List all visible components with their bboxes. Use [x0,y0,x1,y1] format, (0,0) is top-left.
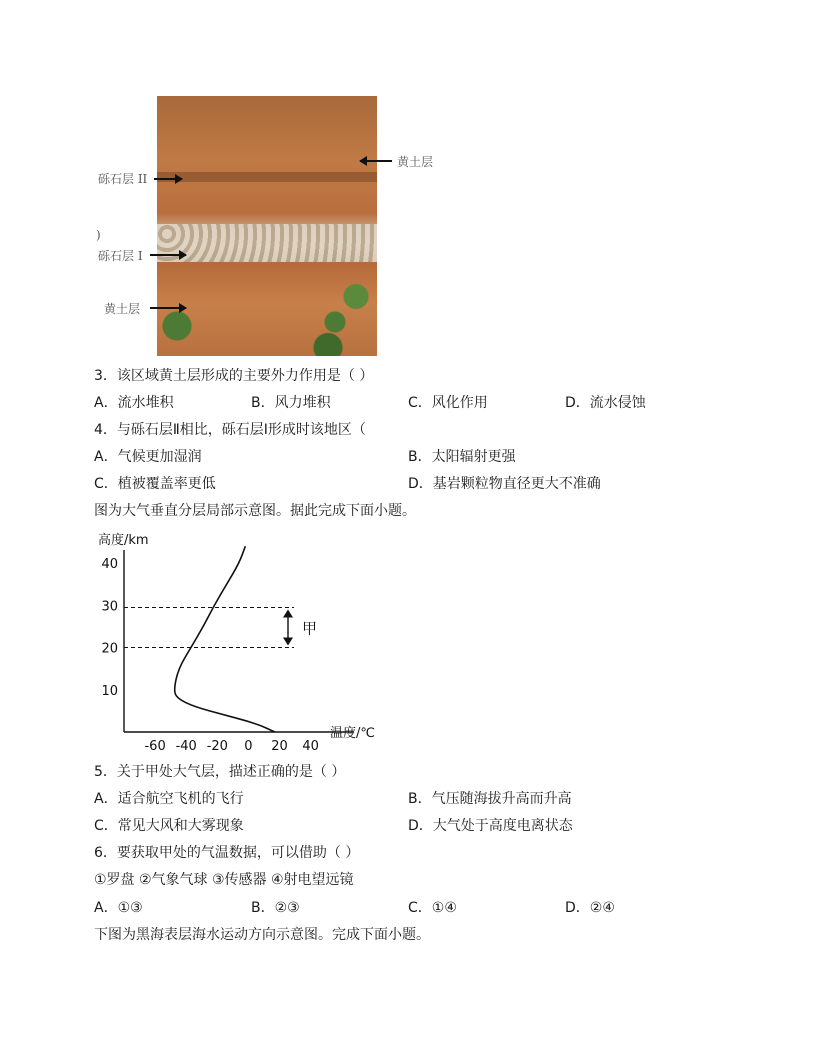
q4-option-b[interactable]: B．太阳辐射更强 [408,449,516,465]
arrow-loess-top [360,160,392,162]
intro-next: 下图为黑海表层海水运动方向示意图。完成下面小题。 [94,927,430,943]
strata-photo [157,96,377,356]
intro-chart: 图为大气垂直分层局部示意图。据此完成下面小题。 [94,503,416,519]
gravel-layer-2 [157,172,377,182]
q4-option-c[interactable]: C．植被覆盖率更低 [94,476,216,492]
x-tick-label: -20 [206,739,228,754]
label-gravel-2: 砾石层 II [98,172,148,186]
gravel-layer-1 [157,224,377,262]
q5-option-a[interactable]: A．适合航空飞机的飞行 [94,791,244,807]
x-tick-label: 20 [271,739,288,754]
x-axis-label: 温度/℃ [330,726,375,741]
q3-option-c[interactable]: C．风化作用 [408,395,488,411]
label-bracket: ) [96,228,101,242]
q3-option-d[interactable]: D．流水侵蚀 [565,395,646,411]
q6-option-a[interactable]: A．①③ [94,900,143,916]
q4-option-a[interactable]: A．气候更加湿润 [94,449,202,465]
arrow-gravel-2 [154,178,182,180]
layer-annotation: 甲 [302,619,318,638]
layer-arrow-head-up [283,609,293,617]
layer-arrow-head-down [283,638,293,646]
q6-option-b[interactable]: B．②③ [251,900,300,916]
q6-option-c[interactable]: C．①④ [408,900,457,916]
q6-option-d[interactable]: D．②④ [565,900,615,916]
y-tick-label: 30 [101,599,118,615]
vegetation-left [157,296,197,356]
x-tick-label: -40 [175,739,197,754]
label-loess-top: 黄土层 [397,155,434,169]
question-5: 5．关于甲处大气层，描述正确的是（ ） [94,764,346,780]
question-4: 4．与砾石层Ⅱ相比，砾石层Ⅰ形成时该地区（ [94,422,366,438]
label-gravel-1: 砾石层 I [98,249,143,263]
question-3: 3．该区域黄土层形成的主要外力作用是（ ） [94,368,374,384]
y-axis-label: 高度/km [98,533,149,548]
temperature-curve [175,546,275,732]
question-6: 6．要获取甲处的气温数据，可以借助（ ） [94,845,360,861]
q5-option-c[interactable]: C．常见大风和大雾现象 [94,818,244,834]
vegetation [307,271,377,356]
q4-option-d[interactable]: D．基岩颗粒物直径更大不准确 [408,476,601,492]
q3-option-b[interactable]: B．风力堆积 [251,395,331,411]
q5-option-d[interactable]: D．大气处于高度电离状态 [408,818,573,834]
arrow-loess-bottom [150,307,186,309]
y-tick-label: 10 [101,683,118,699]
question-6-items: ①罗盘 ②气象气球 ③传感器 ④射电望远镜 [94,872,354,888]
atmosphere-chart [90,528,390,760]
x-tick-label: 40 [302,739,319,754]
y-tick-label: 20 [101,641,118,657]
q5-option-b[interactable]: B．气压随海拔升高而升高 [408,791,572,807]
x-tick-label: -60 [144,739,166,754]
x-tick-label: 0 [244,739,253,754]
label-loess-bottom: 黄土层 [104,302,141,316]
arrow-gravel-1 [150,254,186,256]
y-tick-label: 40 [101,557,118,573]
q3-option-a[interactable]: A．流水堆积 [94,395,174,411]
